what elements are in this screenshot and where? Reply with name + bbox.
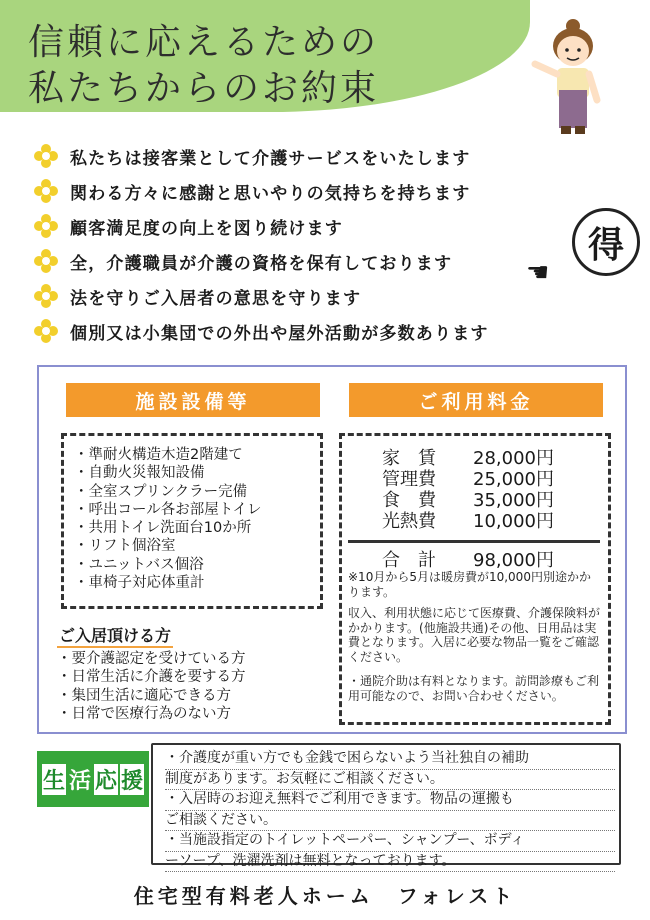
promise-item	[34, 244, 574, 278]
promise-item	[34, 209, 574, 243]
list-item: ・ユニットバス個浴	[74, 556, 204, 573]
promise-text: 私たちは接客業として介護サービスをいたします	[70, 148, 471, 169]
pointing-hand-icon: ☚	[526, 258, 550, 288]
promise-item	[34, 279, 574, 313]
facility-name: 住宅型有料老人ホーム フォレスト	[133, 884, 517, 908]
fee-value: 35,000円	[473, 490, 554, 511]
promise-text: 関わる方々に感謝と思いやりの気持ちを持ちます	[70, 183, 471, 204]
page-title-line1: 信頼に応えるための	[28, 22, 380, 63]
support-section	[37, 741, 623, 869]
fee-row	[382, 507, 554, 533]
promise-item	[34, 139, 574, 173]
fee-total	[382, 546, 554, 572]
move-in-list	[57, 650, 246, 723]
fee-value: 28,000円	[473, 448, 554, 469]
fee-label: 家 賃	[382, 448, 436, 469]
medical-note: 収入、利用状態に応じて医療費、介護保険料がかかります。(他施設共通)その他、日用品は実費となります。入居に必要な物品一覧をご確認ください。	[348, 606, 601, 664]
support-line: ご相談ください。	[165, 811, 615, 832]
list-item: ・集団生活に適応できる方	[57, 687, 231, 704]
flower-icon	[34, 319, 58, 343]
flower-icon	[34, 179, 58, 203]
info-panel	[37, 365, 627, 734]
promise-item	[34, 314, 574, 348]
transport-note: ・通院介助は有料となります。訪問診療もご利用可能なので、お問い合わせください。	[348, 674, 600, 703]
fee-total-label: 合 計	[382, 550, 436, 571]
fee-divider	[348, 540, 600, 543]
facilities-box	[61, 433, 323, 609]
list-item: ・日常生活に介護を要する方	[57, 669, 246, 686]
support-line: ・入居時のお迎え無料でご利用できます。物品の運搬も	[165, 790, 615, 811]
flower-icon	[34, 144, 58, 168]
support-char: 活	[68, 764, 92, 795]
support-line: ・当施設指定のトイレットペーパー、シャンプー、ボディ	[165, 831, 615, 852]
fee-value: 25,000円	[473, 469, 554, 490]
support-line: 制度があります。お気軽にご相談ください。	[165, 770, 615, 791]
fee-label: 管理費	[382, 469, 436, 490]
list-item: ・リフト個浴室	[74, 538, 176, 555]
list-item: ・日常で医療行為のない方	[57, 705, 231, 722]
support-badge	[37, 751, 149, 807]
facilities-heading: 施設設備等	[66, 383, 320, 417]
staff-illustration	[527, 18, 617, 136]
support-line: ・介護度が重い方でも金銭で困らないよう当社独自の補助	[165, 749, 615, 770]
fee-total-value: 98,000円	[473, 550, 554, 571]
fees-heading: ご利用料金	[349, 383, 603, 417]
heating-note: ※10月から5月は暖房費が10,000円別途かかります。	[348, 570, 591, 599]
support-char: 援	[120, 764, 144, 795]
toku-seal: 得	[572, 208, 640, 276]
flower-icon	[34, 284, 58, 308]
support-notes-box	[151, 743, 621, 869]
fees-box	[339, 433, 611, 725]
promise-text: 個別又は小集団での外出や屋外活動が多数あります	[70, 323, 489, 344]
promise-text: 顧客満足度の向上を図り続けます	[70, 218, 343, 239]
list-item: ・全室スプリンクラー完備	[74, 483, 248, 500]
list-item: ・呼出コール各お部屋トイレ	[74, 501, 262, 518]
fee-value: 10,000円	[473, 511, 554, 532]
support-line: ーソープ、洗濯洗剤は無料となっております。	[165, 852, 615, 873]
list-item: ・自動火災報知設備	[74, 465, 205, 482]
support-text	[165, 749, 615, 872]
fee-label: 食 費	[382, 490, 436, 511]
list-item: ・車椅子対応体重計	[74, 575, 205, 592]
facilities-list	[74, 446, 261, 592]
promise-list	[34, 139, 574, 349]
promise-item	[34, 174, 574, 208]
support-char: 応	[94, 764, 118, 795]
support-char: 生	[42, 764, 66, 795]
flower-icon	[34, 249, 58, 273]
move-in-heading: ご入居頂ける方	[57, 623, 173, 648]
flower-icon	[34, 214, 58, 238]
promise-text: 全，介護職員が介護の資格を保有しております	[70, 253, 453, 274]
page-title-line2: 私たちからのお約束	[28, 68, 380, 109]
fee-label: 光熱費	[382, 511, 436, 532]
promise-text: 法を守りご入居者の意思を守ります	[70, 288, 362, 309]
list-item: ・共用トイレ洗面台10か所	[74, 520, 252, 537]
list-item: ・準耐火構造木造2階建て	[74, 447, 243, 463]
list-item: ・要介護認定を受けている方	[57, 651, 246, 667]
